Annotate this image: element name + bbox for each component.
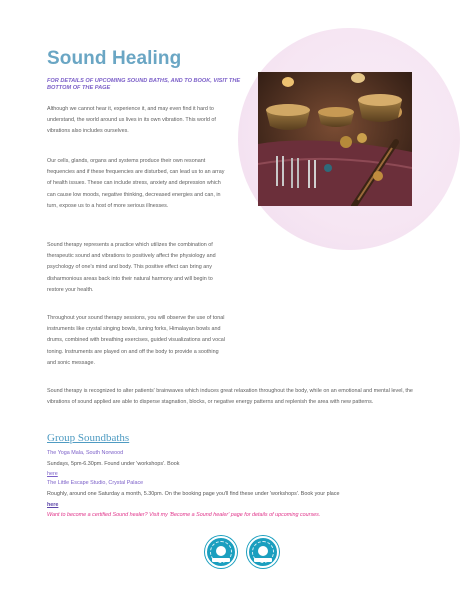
intro-paragraph-3: Sound therapy represents a practice which utilizes the combination of therapeutic sound and vibrations to positively affect the physiology and psychology of one's mind and body. This positive effect can bring any disharmonious areas back into their natural harmony and will begin to restore your health. [47,242,216,293]
become-sound-healer-promo[interactable]: Want to become a certified Sound healer? Visit my 'Become a Sound healer' page for details of upcoming courses. [47,512,321,518]
group-soundbaths-heading[interactable]: Group Soundbaths [47,432,130,444]
singing-bowls-photo [258,72,412,206]
certification-badge-2 [247,536,279,568]
venue-yoga-mala[interactable]: The Yoga Mala, South Norwood [47,450,124,456]
page-title: Sound Healing [47,48,182,69]
singing-bowls-illustration [258,72,412,206]
badge-ribbon [254,558,272,562]
venue-little-escape-details: Roughly, around one Saturday a month, 5.30pm. On the booking page you'll find these under 'workshops'. Book your place [47,491,340,497]
venue-yoga-mala-details: Sundays, 5pm-6.30pm. Found under 'workshops'. Book [47,461,180,467]
intro-paragraph-4: Throughout your sound therapy sessions, you will observe the use of tonal instruments like crystal singing bowls, tuning forks, Himalayan bowls and drums, combined with breathing exercises, guided visualizations and vocal toning. Instruments are played on and off the body to provide a soothing and sonic message. [47,315,225,366]
booking-notice: FOR DETAILS OF UPCOMING SOUND BATHS, AND TO BOOK, VISIT THE BOTTOM OF THE PAGE [47,78,241,92]
book-here-link-2[interactable]: here [47,502,59,508]
certification-seal-icon [258,546,268,556]
intro-paragraph-5: Sound therapy is recognized to alter patients' brainwaves which induces great relaxation throughout the body, while on an emotional and mental level, the vibrations of sound applied are able to disperse stagnation, blocks, or negative energy patterns and replenish the area with new patterns. [47,388,413,406]
intro-paragraph-2: Our cells, glands, organs and systems produce their own resonant frequencies and if these frequencies are disturbed, can lead us to an array of health issues. These can include stress, anxiety and depression which can cause low moods, negative thinking, decreased energies and can, in turn, expose us to a host of more serious illnesses. [47,158,225,209]
badge-ribbon [212,558,230,562]
intro-paragraph-1: Although we cannot hear it, experience it, and may even find it hard to understand, the world around us lives in its own vibration. This world of vibrations also includes ourselves. [47,106,216,135]
certification-seal-icon [216,546,226,556]
certification-badge-1 [205,536,237,568]
book-here-link-1[interactable]: here [47,471,58,477]
venue-little-escape[interactable]: The Little Escape Studio, Crystal Palace [47,480,144,486]
